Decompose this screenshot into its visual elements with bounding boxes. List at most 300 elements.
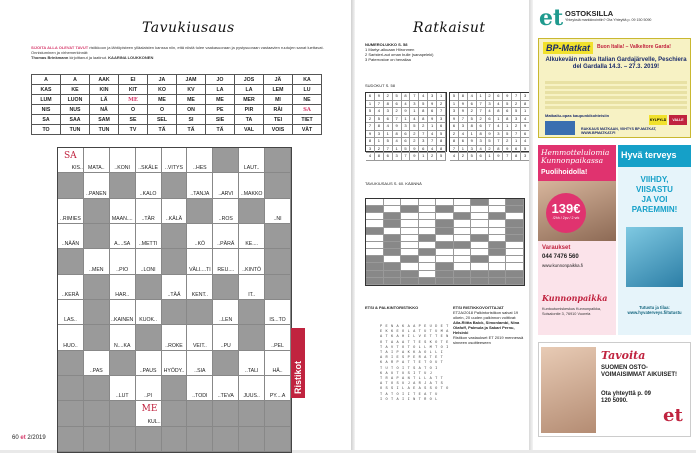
wordsearch-row: A T K A H I L V E T T E N: [380, 335, 449, 340]
sudoku-cell: 9: [503, 93, 512, 101]
sudoku-cell: 8: [437, 146, 446, 154]
solution-block-cell: [436, 242, 454, 249]
syllable-cell: TÄ: [177, 125, 206, 135]
crossword-cell[interactable]: VÄLI....TI: [187, 249, 213, 274]
bp-matkat-ad[interactable]: [538, 38, 691, 138]
crossword-cell[interactable]: LAUT..: [239, 148, 265, 173]
kunto-url[interactable]: www.kunnonpaikka.fi: [542, 263, 584, 268]
solution-cell: [471, 206, 489, 213]
crossword-cell[interactable]: ..HES: [187, 148, 213, 173]
solution-cell: [401, 235, 419, 242]
solution-cell: [366, 199, 384, 206]
solution-block-cell: [401, 206, 419, 213]
kunnonpaikka-ad[interactable]: [538, 145, 616, 335]
solution-block-cell: [366, 228, 384, 235]
crossword-cell[interactable]: ..SIA: [187, 351, 213, 376]
solution-cell: [506, 249, 524, 256]
solution-block-cell: [506, 278, 524, 285]
crossword-clue: KIS..: [71, 165, 83, 172]
kunto-varaukset: Varaukset: [542, 245, 571, 251]
syllable-cell: MER: [235, 95, 264, 105]
syllable-cell: KV: [177, 85, 206, 95]
solution-block-cell: [489, 271, 507, 278]
crossword-block-cell: [239, 401, 265, 426]
sudoku-cell: 6: [459, 138, 468, 146]
crossword-block-cell: [58, 401, 84, 426]
syllable-cell: SAM: [90, 115, 119, 125]
crossword-cell[interactable]: ..TÄR: [136, 199, 162, 224]
crossword-block-cell: [136, 275, 162, 300]
solution-block-cell: [401, 278, 419, 285]
solution-cell: [419, 213, 437, 220]
sudoku-cell: 1: [512, 138, 521, 146]
crossword-cell[interactable]: HÄ..: [265, 351, 291, 376]
crossword-cell[interactable]: KUOK..: [136, 300, 162, 325]
sudoku-cell: 1: [410, 108, 419, 116]
crossword-cell[interactable]: IT..: [239, 275, 265, 300]
crossword-cell[interactable]: ..KÖ: [187, 224, 213, 249]
solution-block-cell: [506, 228, 524, 235]
crossword-cell[interactable]: LAS..: [58, 300, 84, 325]
syllable-cell: VAL: [235, 125, 264, 135]
solution-cell: [489, 206, 507, 213]
solution-block-cell: [366, 263, 384, 270]
sudoku-cell: 4: [393, 138, 402, 146]
crossword-cell[interactable]: ..TALI: [239, 351, 265, 376]
crossword-cell[interactable]: JUUS..: [239, 376, 265, 401]
sudoku-cell: 8: [402, 93, 411, 101]
sudoku-cell: 8: [512, 153, 521, 161]
syllable-cell: JÄ: [264, 75, 293, 85]
crossword-cell[interactable]: ..TÄÄ: [162, 275, 188, 300]
syllable-cell: LUM: [32, 95, 61, 105]
sudoku-cell: 3: [477, 138, 486, 146]
sudoku-cell: 8: [450, 138, 459, 146]
sudoku-cell: 7: [494, 138, 503, 146]
sudoku-cell: 1: [521, 108, 530, 116]
solution-block-cell: [366, 271, 384, 278]
crossword-block-cell: [84, 300, 110, 325]
sudoku-cell: 2: [419, 123, 428, 131]
sudoku-cell: 2: [503, 138, 512, 146]
kunto-address: Kuntoutumiskeskus Kunnonpaikka, Soisalontie 3, 76910 Vuorela: [542, 307, 602, 316]
solution-cell: [366, 235, 384, 242]
crossword-start-cell[interactable]: [136, 401, 162, 426]
crossword-block-cell: [265, 224, 291, 249]
sudoku-cell: 9: [494, 153, 503, 161]
sudoku-cell: 3: [512, 116, 521, 124]
puzzle-intro: [31, 45, 331, 60]
sudoku-cell: 7: [366, 123, 375, 131]
sudoku-cell: 1: [375, 138, 384, 146]
wordsearch-row: I O T A I I N T R O L: [380, 397, 438, 402]
crossword-block-cell: [84, 325, 110, 350]
sudoku-cell: 6: [477, 123, 486, 131]
solution-cell: [384, 206, 402, 213]
sudoku-cell: 1: [477, 93, 486, 101]
crossword-block-cell: [265, 427, 291, 452]
sudoku-cell: 7: [428, 138, 437, 146]
crossword-block-cell: [265, 275, 291, 300]
solution-block-cell: [401, 271, 419, 278]
sudoku-cell: 9: [459, 108, 468, 116]
sudoku-cell: 1: [459, 146, 468, 154]
sudoku-cell: 5: [437, 131, 446, 139]
crossword-block-cell: [265, 173, 291, 198]
sudoku-cell: 1: [366, 101, 375, 109]
syllable-cell: KIN: [90, 85, 119, 95]
sudoku-cell: 5: [450, 93, 459, 101]
crossword-block-cell: [110, 427, 136, 452]
page-title: Tavukiusaus: [142, 20, 235, 36]
solution-block-cell: [366, 278, 384, 285]
sudoku-cell: 3: [419, 138, 428, 146]
sudoku-cell: 1: [393, 146, 402, 154]
crossword-cell[interactable]: HYÖDY..: [162, 351, 188, 376]
solution-cell: [366, 242, 384, 249]
crossword-cell[interactable]: ..PEL: [265, 325, 291, 350]
solution-cell: [419, 263, 437, 270]
crossword-cell[interactable]: ..MEN: [84, 249, 110, 274]
syllable-cell: O: [148, 105, 177, 115]
sudoku-cell: 4: [459, 131, 468, 139]
syllable-cell: A: [61, 75, 90, 85]
wordsearch-row: T A I P A K K A O L L I: [380, 351, 444, 356]
crossword-cell[interactable]: ..NÄÄN: [58, 224, 84, 249]
sudoku-cell: 6: [486, 116, 495, 124]
issue-number: 2/2019: [27, 435, 46, 441]
solution-block-cell: [419, 235, 437, 242]
syllable-cell: TIET: [293, 115, 322, 125]
tavoita-et-logo: et: [663, 405, 683, 426]
crossword-cell[interactable]: ..KÄLÄ: [162, 199, 188, 224]
solution-cell: [436, 256, 454, 263]
crossword-cell[interactable]: ..TEVA: [213, 376, 239, 401]
sudoku-cell: 7: [512, 131, 521, 139]
sudoku-cell: 5: [419, 101, 428, 109]
crossword-cell[interactable]: VEIT..: [187, 325, 213, 350]
sudoku-cell: 9: [393, 123, 402, 131]
syllable-cell: EI: [119, 75, 148, 85]
sudoku-cell: 5: [486, 138, 495, 146]
syllable-cell: SE: [119, 115, 148, 125]
sudoku-cell: 5: [437, 153, 446, 161]
solution-block-cell: [384, 220, 402, 227]
solution-block-cell: [419, 278, 437, 285]
solution-block-cell: [454, 213, 472, 220]
solution-block-cell: [436, 263, 454, 270]
crossword-block-cell: [136, 427, 162, 452]
crossword-block-cell: [265, 401, 291, 426]
sudoku-cell: 8: [419, 108, 428, 116]
hyva-line-1: VIIHDY,: [640, 175, 669, 184]
sudoku-cell: 1: [419, 153, 428, 161]
sudoku-cell: 8: [494, 146, 503, 154]
wordsearch-row: A T O S U J A R J A T S: [380, 382, 444, 387]
solution-block-cell: [366, 206, 384, 213]
syllable-cell: TO: [32, 125, 61, 135]
solution-block-cell: [384, 278, 402, 285]
crossword-cell[interactable]: ..KERÄ: [58, 275, 84, 300]
sudoku-cell: 9: [486, 131, 495, 139]
syllable-cell: RÄI: [264, 105, 293, 115]
crossword-cell[interactable]: ..KINTÖ: [239, 249, 265, 274]
crossword-block-cell: [58, 351, 84, 376]
sudoku-cell: 6: [450, 123, 459, 131]
sudoku-cell: 3: [521, 93, 530, 101]
crossword-cell[interactable]: ..PÄRÄ: [213, 224, 239, 249]
crossword-cell[interactable]: ..PI: [136, 376, 162, 401]
sudoku-cell: 9: [428, 101, 437, 109]
sudoku-cell: 8: [375, 153, 384, 161]
sudoku-cell: 9: [428, 116, 437, 124]
crossword-cell[interactable]: ..TODI: [187, 376, 213, 401]
crossword-cell[interactable]: N....KA: [110, 325, 136, 350]
crossword-block-cell: [58, 427, 84, 452]
crossword-cell[interactable]: ..PAS: [84, 351, 110, 376]
syllable-cell: PE: [206, 105, 235, 115]
sudoku-cell: 3: [450, 108, 459, 116]
solution-cell: [436, 199, 454, 206]
crossword-cell[interactable]: A....SA: [110, 224, 136, 249]
sudoku-cell: 3: [402, 123, 411, 131]
sudoku-cell: 2: [459, 153, 468, 161]
ristikot-logo: [291, 328, 305, 398]
crossword-cell[interactable]: ..PAUS: [136, 351, 162, 376]
sudoku-cell: 7: [477, 108, 486, 116]
solution-cell: [401, 263, 419, 270]
solution-cell: [506, 242, 524, 249]
sudoku-cell: 7: [375, 101, 384, 109]
solution-cell: [366, 220, 384, 227]
hyva-footer[interactable]: Tutustu ja tilaa: www.hyvaterveys.fi/tutustu: [627, 305, 682, 315]
solution-block-cell: [366, 256, 384, 263]
solution-cell: [436, 213, 454, 220]
hyva-terveys-ad[interactable]: [618, 145, 691, 335]
sudoku-cell: 4: [402, 101, 411, 109]
crossword-cell[interactable]: MAAN....: [110, 199, 136, 224]
intro-author: Thomas Brinkmann: [31, 55, 69, 60]
sudoku-cell: 2: [384, 93, 393, 101]
crossword-cell[interactable]: ..PU: [213, 325, 239, 350]
syllable-row: [32, 115, 322, 125]
crossword-cell[interactable]: KE....: [239, 224, 265, 249]
ostoksilla-subheader: Yhteyksiä markkinointiin? Ota Yhteyttä p. 09 150 5090: [565, 18, 652, 22]
solution-cell: [471, 249, 489, 256]
crossword-start-cell[interactable]: [58, 148, 84, 173]
crossword-block-cell: [162, 224, 188, 249]
crossword-cell[interactable]: ..PIO: [110, 249, 136, 274]
sudoku-cell: 4: [521, 116, 530, 124]
sudoku-cell: 2: [477, 116, 486, 124]
crossword-cell[interactable]: ..SKÄLE: [136, 148, 162, 173]
sudoku-solution-b: [449, 92, 531, 158]
bus-image: [545, 121, 575, 135]
syllable-cell: VÄT: [293, 125, 322, 135]
solution-cell: [471, 242, 489, 249]
ad-page: [533, 0, 696, 450]
solutions-title: Ratkaisut: [413, 20, 486, 36]
crossword-cell[interactable]: ..LEN: [213, 300, 239, 325]
sudoku-cell: 9: [450, 116, 459, 124]
syllable-cell: NE: [293, 95, 322, 105]
sudoku-cell: 4: [477, 146, 486, 154]
crossword-cell[interactable]: HAR..: [110, 275, 136, 300]
solution-cell: [419, 228, 437, 235]
hyva-line-4: PAREMMIN!: [631, 205, 678, 214]
syllable-cell: PIR: [235, 105, 264, 115]
solution-block-cell: [436, 278, 454, 285]
solution-block-cell: [489, 213, 507, 220]
crossword-cell[interactable]: MATA..: [84, 148, 110, 173]
sudoku-cell: 2: [410, 138, 419, 146]
sudoku-cell: 3: [437, 116, 446, 124]
crossword-cell[interactable]: ..ROKE: [162, 325, 188, 350]
syllable-cell: LA: [235, 85, 264, 95]
sudoku-cell: 4: [366, 153, 375, 161]
sudoku-cell: 8: [494, 108, 503, 116]
sudoku-cell: 4: [384, 123, 393, 131]
sudoku-cell: 1: [468, 131, 477, 139]
solution-block-cell: [454, 242, 472, 249]
crossword-cell[interactable]: ..ARVI: [213, 173, 239, 198]
ristikot-label: Ristikot: [293, 360, 303, 394]
crossword-cell[interactable]: ..RIMIES: [58, 199, 84, 224]
crossword-cell[interactable]: ..LUT: [110, 376, 136, 401]
numerolukko-line-2: 2 Saristerl-aut oman bulle (sanapeleki): [365, 52, 434, 57]
crossword-cell[interactable]: IS...TO: [265, 300, 291, 325]
solution-cell: [401, 199, 419, 206]
sudoku-cell: 8: [503, 116, 512, 124]
intro-author-rest: kirjoittanut ja laatinut.: [69, 55, 108, 60]
solution-cell: [419, 242, 437, 249]
syllable-table: [31, 74, 322, 135]
syllable-cell: MI: [264, 95, 293, 105]
sudoku-cell: 7: [503, 153, 512, 161]
crossword-cell[interactable]: ..KONI: [110, 148, 136, 173]
wordsearch-row: T A T O I I T E A T U: [380, 392, 438, 397]
sudoku-cell: 5: [384, 138, 393, 146]
crossword-cell[interactable]: ..NI: [265, 199, 291, 224]
sudoku-cell: 7: [393, 116, 402, 124]
crossword-cell[interactable]: ..VITYS: [162, 148, 188, 173]
wordsearch-row: T A V T O T O L L M T O I: [380, 345, 449, 350]
wordsearch-row: T R A P A N T L L A T T: [380, 377, 444, 382]
sudoku-cell: 1: [428, 123, 437, 131]
winners-deadline: Ristikon vastaukset ET 2019 mennessä sinneen osoitteeseen: [453, 335, 524, 345]
solution-block-cell: [384, 235, 402, 242]
crossword-cell[interactable]: ..TANJA: [187, 173, 213, 198]
syllable-cell: TEI: [264, 115, 293, 125]
solution-cell: [489, 228, 507, 235]
crossword-block-cell: [58, 173, 84, 198]
crossword-cell[interactable]: ..LONI: [136, 249, 162, 274]
bp-offer: Alkukeväin matka Italian Gardajärvelle, Peschiera del Gardalla 14.3. – 27.3. 2019!: [545, 57, 687, 70]
solution-cell: [454, 249, 472, 256]
page-number: 60: [12, 435, 19, 441]
crossword-cell[interactable]: ..PANEN: [84, 173, 110, 198]
sudoku-cell: 2: [375, 146, 384, 154]
crossword-cell[interactable]: REU....: [213, 249, 239, 274]
syllable-cell: JAM: [177, 75, 206, 85]
sudoku-cell: 7: [450, 146, 459, 154]
crossword-cell[interactable]: ..KALO: [136, 173, 162, 198]
crossword-cell[interactable]: ..MAKKO: [239, 173, 265, 198]
solution-cell: [419, 256, 437, 263]
ostoksilla-header: OSTOKSILLA: [565, 9, 614, 18]
crossword-cell[interactable]: ..METTI: [136, 224, 162, 249]
sudoku-cell: 5: [402, 146, 411, 154]
sudoku-cell: 9: [503, 146, 512, 154]
crossword-block-cell: [213, 427, 239, 452]
sudoku-cell: 1: [503, 123, 512, 131]
syllable-cell: SI: [177, 115, 206, 125]
sudoku-cell: 6: [402, 131, 411, 139]
solution-block-cell: [506, 206, 524, 213]
sudoku-cell: 1: [384, 131, 393, 139]
sudoku-cell: 2: [512, 123, 521, 131]
crossword-given-syllable: ME: [141, 404, 158, 415]
tavoita-ad[interactable]: [538, 342, 691, 437]
sudoku-cell: 6: [494, 93, 503, 101]
solution-block-cell: [401, 256, 419, 263]
crossword-block-cell: [84, 401, 110, 426]
sudoku-cell: 2: [486, 93, 495, 101]
solution-cell: [401, 220, 419, 227]
bp-tagline: Buon Italia! – Valkeltore Garda!: [597, 44, 671, 50]
kunto-title: Hemmottelulomia Kunnonpaikassa: [541, 148, 610, 165]
sudoku-cell: 5: [375, 116, 384, 124]
syllable-cell: SIE: [206, 115, 235, 125]
couple-photo: [541, 347, 596, 433]
syllable-cell: ME: [148, 95, 177, 105]
solution-cell: [454, 235, 472, 242]
crossword-block-cell: [58, 249, 84, 274]
syllable-cell: LA: [206, 85, 235, 95]
solution-cell: [454, 256, 472, 263]
solution-cell: [436, 235, 454, 242]
crossword-cell[interactable]: KENT..: [187, 275, 213, 300]
crossword-cell[interactable]: HUO..: [58, 325, 84, 350]
crossword-block-cell: [213, 148, 239, 173]
solution-cell: [489, 235, 507, 242]
crossword-cell[interactable]: PY....A: [265, 376, 291, 401]
sudoku-cell: 8: [375, 123, 384, 131]
sudoku-cell: 4: [486, 108, 495, 116]
sudoku-cell: 5: [468, 116, 477, 124]
syllable-cell: ME: [206, 95, 235, 105]
syllable-cell: NUS: [61, 105, 90, 115]
et-logo: et: [539, 5, 564, 31]
sudoku-cell: 3: [428, 93, 437, 101]
solution-cell: [506, 213, 524, 220]
sudoku-cell: 9: [410, 153, 419, 161]
sudoku-cell: 6: [477, 153, 486, 161]
sudoku-cell: 5: [468, 153, 477, 161]
crossword-cell[interactable]: ..KAINEN: [110, 300, 136, 325]
crossword-cell[interactable]: ..ROS: [213, 199, 239, 224]
solution-cell: [419, 220, 437, 227]
kunto-phone: 044 7476 560: [542, 254, 579, 260]
winners-title: ETSI RISTIKKOVOITTAJAT: [453, 305, 504, 310]
tavoita-cta[interactable]: Ota yhteyttä p. 09 120 5090.: [601, 391, 652, 404]
crossword-block-cell: [84, 427, 110, 452]
sudoku-cell: 4: [428, 146, 437, 154]
syllable-cell: NIS: [32, 105, 61, 115]
sudoku-cell: 5: [512, 108, 521, 116]
crossword-block-cell: [265, 249, 291, 274]
syllable-cell: JA: [148, 75, 177, 85]
